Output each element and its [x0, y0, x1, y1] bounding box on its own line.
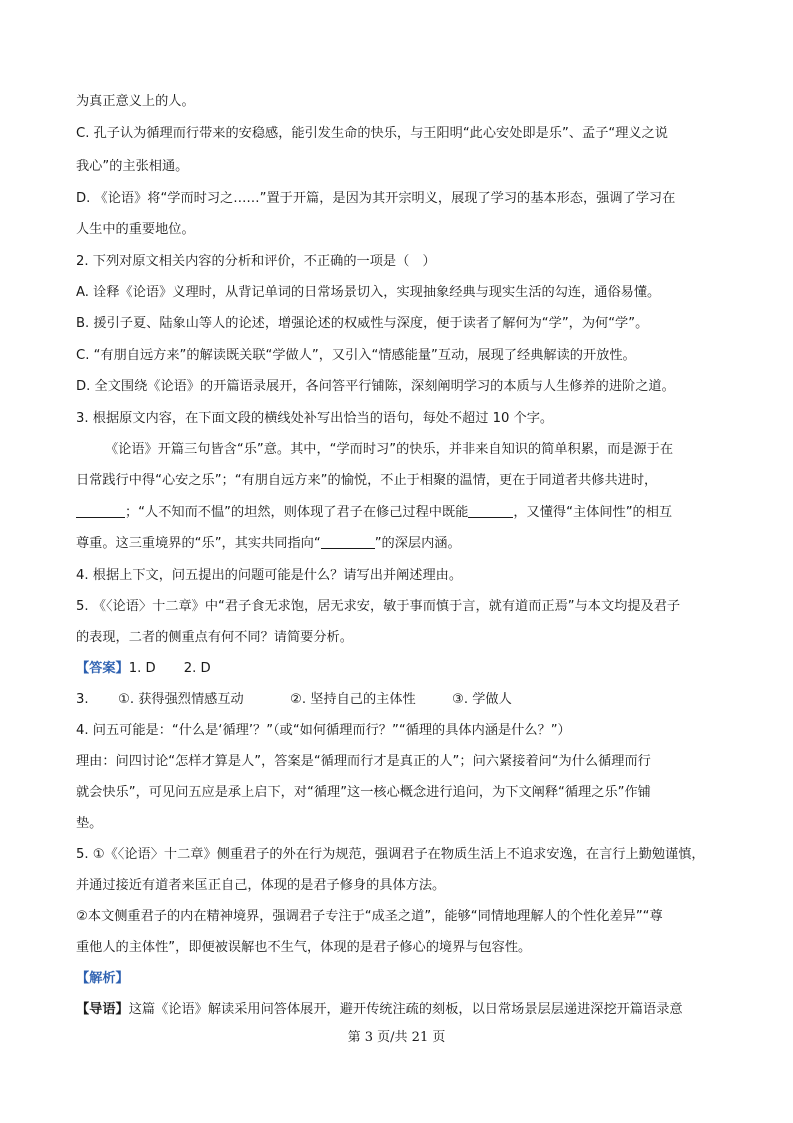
question-5-line2: 的表现，二者的侧重点有何不同？请简要分析。: [76, 630, 353, 645]
answer-5-line3: ②本文侧重君子的内在精神境界，强调君子专注于“成圣之道”，能够“同情地理解人的个性化差异”“尊: [76, 909, 663, 924]
page-footer: 第 3 页/共 21 页: [347, 1030, 446, 1045]
passage-line1: 《论语》开篇三句皆含“乐”意。其中，“学而时习”的快乐，并非来自知识的简单积累，而是源于在: [105, 442, 674, 457]
passage-line4: 尊重。这三重境界的“乐”，其实共同指向“ ”的深层内涵。: [76, 536, 461, 551]
q2-option-a: A. 诠释《论语》义理时，从背记单词的日常场景切入，实现抽象经典与现实生活的勾连，通俗易懂。: [76, 285, 661, 300]
fill-blank-3: [321, 534, 375, 549]
answer-5-line1: 5. ①《〈论语〉十二章》侧重君子的外在行为规范，强调君子在物质生活上不追求安逸，在言行上勤勉谨慎，: [76, 847, 705, 862]
answer-5-line2: 并通过接近有道者来匡正自己，体现的是君子修身的具体方法。: [76, 878, 446, 893]
passage-line3: ；“人不知而不愠”的坦然，则体现了君子在修己过程中既能 ，又懂得“主体间性”的相互: [76, 503, 733, 523]
fill-blank-1: [76, 503, 125, 518]
option-c-line1: C. 孔子认为循理而行带来的安稳感，能引发生命的快乐，与王阳明“此心安处即是乐”、孟子“理义之说: [76, 126, 668, 141]
answer-tag: 【答案】: [76, 661, 129, 676]
question-3: 3. 根据原文内容，在下面文段的横线处补写出恰当的语句，每处不超过 10 个字。: [76, 411, 554, 426]
answer-line: 【答案】1. D 2. D: [76, 661, 211, 676]
option-d-line1: D. 《论语》将“学而时习之……”置于开篇，是因为其开宗明义，展现了学习的基本形态，强调了学习在: [76, 191, 676, 206]
answer-4: 4. 问五可能是：“什么是‘循理’？”（或“如何循理而行？”“循理的具体内涵是什么？”）: [76, 723, 571, 738]
question-2: 2. 下列对原文相关内容的分析和评价，不正确的一项是（ ）: [76, 254, 436, 269]
q2-option-d: D. 全文围绕《论语》的开篇语录展开，各问答平行铺陈，深刻阐明学习的本质与人生修养的进阶之道。: [76, 379, 675, 394]
text-line: 为真正意义上的人。: [76, 94, 195, 109]
option-d-line2: 人生中的重要地位。: [76, 222, 195, 237]
answer-5-line4: 重他人的主体性”，即便被误解也不生气，体现的是君子修心的境界与包容性。: [76, 940, 532, 955]
intro-line: 【导语】这篇《论语》解读采用问答体展开，避开传统注疏的刻板，以日常场景层层递进深挖开篇语录意: [76, 1002, 683, 1017]
reason-line3: 垫。: [76, 816, 103, 831]
q2-option-c: C. “有朋自远方来”的解读既关联“学做人”，又引入“情感能量”互动，展现了经典解读的开放性。: [76, 348, 636, 363]
reason-line2: 就会快乐”，可见问五应是承上启下，对“循理”这一核心概念进行追问，为下文阐释“循理之乐”作铺: [76, 785, 651, 800]
q2-option-b: B. 援引子夏、陆象山等人的论述，增强论述的权威性与深度，便于读者了解何为“学”，为何“学”。: [76, 316, 649, 331]
passage-line2: 日常践行中得“心安之乐”；“有朋自远方来”的愉悦，不止于相聚的温情，更在于同道者共修共进时，: [76, 473, 658, 488]
option-c-line2: 我心”的主张相通。: [76, 159, 189, 174]
answer-3: 3. ①. 获得强烈情感互动 ②. 坚持自己的主体性 ③. 学做人: [76, 692, 512, 707]
question-5-line1: 5. 《〈论语〉十二章》中“君子食无求饱，居无求安，敏于事而慎于言，就有道而正焉”与本文均提及君子: [76, 599, 681, 614]
question-4: 4. 根据上下文，问五提出的问题可能是什么？请写出并阐述理由。: [76, 568, 463, 583]
reason-line1: 理由：问四讨论“怎样才算是人”，答案是“循理而行才是真正的人”；问六紧接着问“为什么循理而行: [76, 754, 651, 769]
analysis-tag: 【解析】: [76, 971, 129, 986]
fill-blank-2: [468, 503, 513, 518]
intro-tag: 【导语】: [76, 1002, 129, 1017]
